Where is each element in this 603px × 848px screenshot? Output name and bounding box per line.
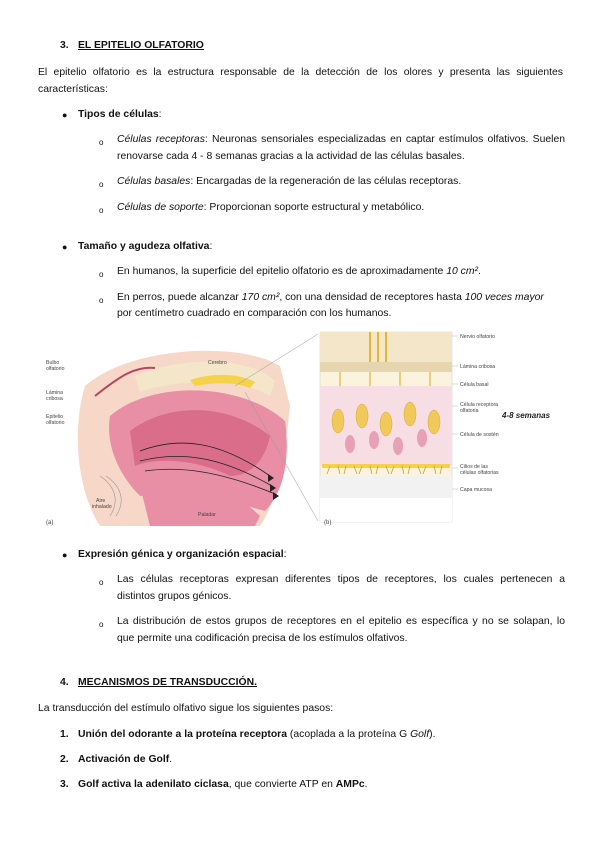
panel-a-label: (a) [46,520,54,526]
value: 10 cm² [446,266,478,277]
colon: : [283,549,287,560]
section-number: 4. [60,677,69,688]
label-cribosa: cribosa [46,396,63,402]
label-paladar: Paladar [198,512,216,518]
label-sosten: Célula de sostén [460,432,499,438]
bullet-expresion [78,549,286,560]
label-inhalado: inhalado [92,504,112,510]
panel-b-illustration [320,332,452,522]
item-celulas-soporte [117,202,424,213]
annotation-semanas: 4-8 semanas [502,411,551,420]
colon: : [158,109,162,120]
step-number: 2. [60,754,69,765]
value: 100 veces mayor [464,292,544,303]
sub-bullet: o [99,270,104,279]
bullet-dot: ● [62,242,68,252]
label-receptora-olf: olfatoria [460,408,479,414]
item-distribucion-cont: que permite una codificación precisa de los estímulos olfativos. [117,633,408,644]
section-4-intro: La transducción del estímulo olfativo sigue los siguientes pasos: [38,703,334,714]
label-olfatorio: olfatorio [46,366,65,372]
bullet-tamano [78,241,212,252]
intro-paragraph: El epitelio olfatorio es la estructura responsable de la detección de los olores y presenta las siguientes [38,67,563,78]
item-perros [117,292,544,303]
panel-a-illustration [78,351,290,526]
section-title: MECANISMOS DE TRANSDUCCIÓN. [78,677,257,688]
leader-lines [452,336,458,489]
label-basal: Célula basal [460,382,489,388]
section-number: 3. [60,40,69,51]
bullet-title: Tamaño y agudeza olfativa [78,241,210,252]
item-celulas-receptoras [117,134,565,145]
step-italic: Golf [410,729,430,740]
item-receptores: Las células receptoras expresan diferentes tipos de receptores, los cuales pertenecen a [117,574,565,585]
term: Células de soporte [117,202,204,213]
bullet-title: Tipos de células [78,109,159,120]
section-title: EL EPITELIO OLFATORIO [78,40,204,51]
label-cilios: Cilios de las [460,464,488,470]
text: En humanos, la superficie del epitelio olfatorio es de aproximadamente [117,266,447,277]
step-2 [60,754,172,765]
bullet-tipos-celulas [78,109,162,120]
value: 170 cm² [241,292,280,303]
bullet-dot: ● [62,110,68,120]
item-perros-cont: por centímetro cuadrado en comparación con los humanos. [117,308,392,319]
text: : Proporcionan soporte estructural y metabólico. [203,202,425,213]
label-lamina: Lámina [46,390,64,396]
step-bold: Activación de Golf [78,754,170,765]
sub-bullet: o [99,578,104,587]
label-aire: Aire [96,498,106,504]
item-humanos [117,266,481,277]
step-number: 1. [60,729,69,740]
step-text: . [169,754,173,765]
term: Células basales [117,176,191,187]
section-3-heading [60,40,204,51]
step-1 [60,729,435,740]
label-mucosa: Capa mucosa [460,487,493,493]
label-bulbo: Bulbo [46,360,60,366]
section-4-heading [60,677,257,688]
text: : Encargadas de la regeneración de las células receptoras. [190,176,462,187]
text: . [478,266,481,277]
label-epitelio-olfatorio: olfatorio [46,420,65,426]
step-text: (acoplada a la proteína G [287,729,411,740]
label-receptora: Célula receptora [460,402,499,408]
sub-bullet: o [99,180,104,189]
label-epitelio: Epitelio [46,414,64,420]
sub-bullet: o [99,296,104,305]
term: Células receptoras [117,134,205,145]
sub-bullet: o [99,620,104,629]
step-bold: Golf activa la adenilato ciclasa [78,779,229,790]
item-celulas-basales [117,176,461,187]
bullet-dot: ● [62,550,68,560]
panel-b-label: (b) [324,520,332,526]
step-bold: AMPc [335,779,365,790]
sub-bullet: o [99,206,104,215]
item-distribucion: La distribución de estos grupos de receptores en el epitelio es específica y no se solapan, lo [117,616,565,627]
bullet-title: Expresión génica y organización espacial [78,549,284,560]
text: En perros, puede alcanzar [117,292,242,303]
text: , con una densidad de receptores hasta [279,292,465,303]
step-3 [60,779,368,790]
item-celulas-receptoras-cont: renovarse cada 4 - 8 semanas gracias a la actividad de las células basales. [117,151,465,162]
step-bold: Unión del odorante a la proteína receptora [78,729,288,740]
label-cerebro: Cerebro [208,360,227,366]
intro-paragraph-cont: características: [38,84,108,95]
sub-bullet: o [99,138,104,147]
olfactory-figure [40,326,570,532]
step-text: . [364,779,368,790]
step-text: ). [429,729,436,740]
colon: : [209,241,213,252]
label-nervio: Nervio olfatorio [460,334,495,340]
step-text: , que convierte ATP en [228,779,336,790]
step-number: 3. [60,779,69,790]
label-cilios-cont: células olfatorias [460,470,499,476]
label-lamina-b: Lámina cribosa [460,364,496,370]
item-receptores-cont: distintos grupos génicos. [117,591,232,602]
text: : Neuronas sensoriales especializadas en captar estímulos olfativos. Suelen [204,134,565,145]
